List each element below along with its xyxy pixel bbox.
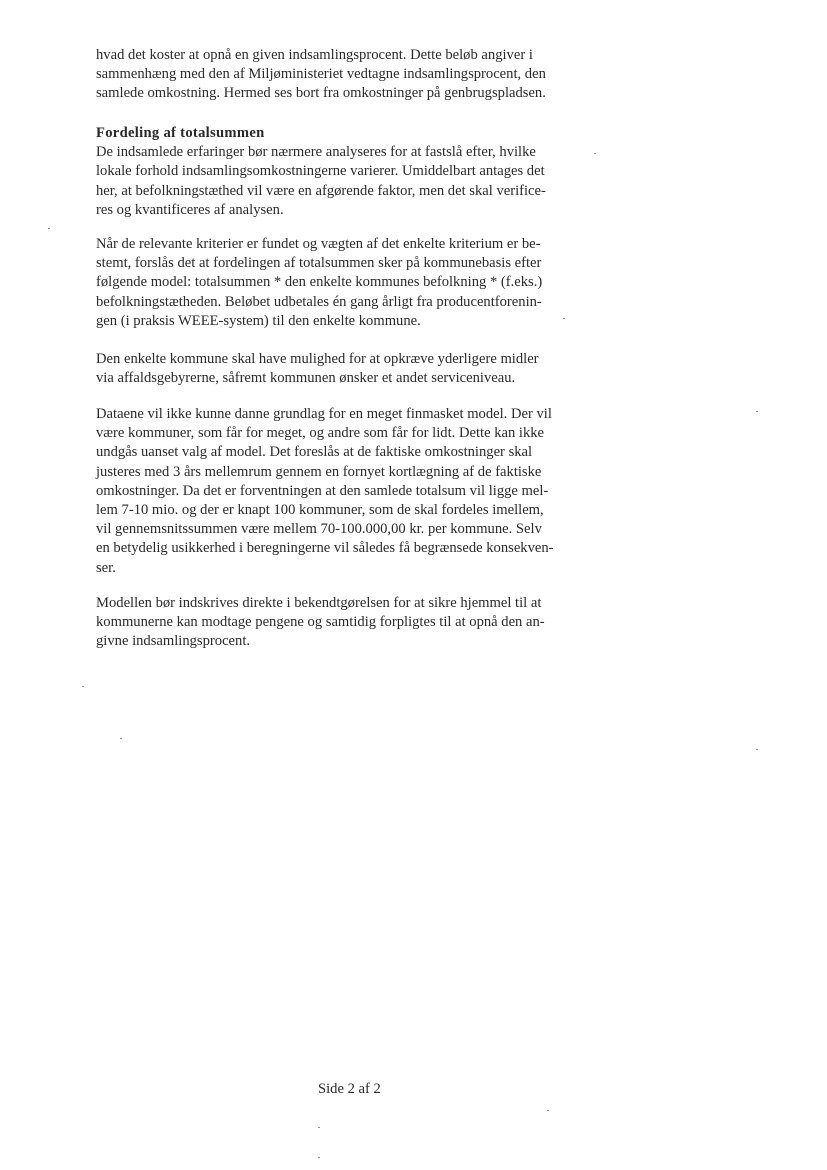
section-heading: Fordeling af totalsummen [96, 125, 265, 141]
text-line: være kommuner, som får for meget, og andre som får for lidt. Dette kan ikke [96, 425, 545, 442]
text-line: vil gennemsnitssummen være mellem 70-100.000,00 kr. per kommune. Selv [96, 521, 542, 538]
scan-speck [594, 153, 596, 154]
text-line: Når de relevante kriterier er fundet og vægten af det enkelte kriterium er be- [96, 236, 541, 252]
text-line: Den enkelte kommune skal have mulighed for at opkræve yderligere midler [96, 351, 539, 367]
text-line: samlede omkostning. Hermed ses bort fra omkostninger på genbrugspladsen. [96, 85, 546, 102]
page-number-footer: Side 2 af 2 [318, 1081, 381, 1097]
scan-speck [756, 411, 758, 412]
scan-speck [563, 318, 565, 319]
municipality-paragraph [96, 350, 626, 388]
text-line: undgås uanset valg af model. Det foreslås at de faktiske omkostninger skal [96, 444, 533, 461]
intro-paragraph [96, 46, 626, 104]
scan-speck [82, 686, 84, 687]
text-line: Modellen bør indskrives direkte i bekendtgørelsen for at sikre hjemmel til at [96, 595, 542, 611]
text-line: sammenhæng med den af Miljøministeriet vedtagne indsamlingsprocent, den [96, 66, 546, 83]
text-line: hvad det koster at opnå en given indsamlingsprocent. Dette beløb angiver i [96, 47, 533, 63]
text-line: her, at befolkningstæthed vil være en afgørende faktor, men det skal verifice- [96, 182, 546, 199]
text-line: givne indsamlingsprocent. [96, 633, 251, 650]
closing-paragraph [96, 594, 626, 652]
text-line: lem 7-10 mio. og der er knapt 100 kommuner, som de skal fordeles imellem, [96, 502, 544, 519]
scan-speck [120, 738, 122, 739]
text-line: justeres med 3 års mellemrum gennem en fornyet kortlægning af de faktiske [96, 463, 542, 480]
text-line: følgende model: totalsummen * den enkelte kommunes befolkning * (f.eks.) [96, 274, 543, 291]
text-line: ser. [96, 559, 116, 576]
text-line: kommunerne kan modtage pengene og samtidig forpligtes til at opnå den an- [96, 614, 545, 631]
scan-speck [318, 1127, 320, 1128]
text-line: De indsamlede erfaringer bør nærmere analyseres for at fastslå efter, hvilke [96, 144, 536, 161]
text-line: lokale forhold indsamlingsomkostningerne varierer. Umiddelbart antages det [96, 163, 545, 180]
distribution-section [96, 124, 626, 220]
text-line: gen (i praksis WEEE-system) til den enkelte kommune. [96, 312, 421, 329]
text-line: en betydelig usikkerhed i beregningerne vil således få begrænsede konsekven- [96, 540, 554, 557]
text-line: via affaldsgebyrerne, såfremt kommunen ønsker et andet serviceniveau. [96, 370, 516, 387]
scan-speck [48, 228, 50, 229]
scan-speck [756, 749, 758, 750]
text-line: stemt, forslås det at fordelingen af totalsummen sker på kommunebasis efter [96, 255, 542, 272]
text-line: omkostninger. Da det er forventningen at den samlede totalsum vil ligge mel- [96, 482, 549, 499]
text-line: befolkningstætheden. Beløbet udbetales én gang årligt fra producentforenin- [96, 293, 542, 310]
scan-speck [318, 1157, 320, 1158]
text-line: res og kvantificeres af analysen. [96, 201, 284, 218]
text-line: Dataene vil ikke kunne danne grundlag for en meget finmasket model. Der vil [96, 406, 552, 422]
scan-speck [547, 1110, 549, 1111]
model-paragraph [96, 235, 626, 331]
data-paragraph [96, 405, 626, 578]
